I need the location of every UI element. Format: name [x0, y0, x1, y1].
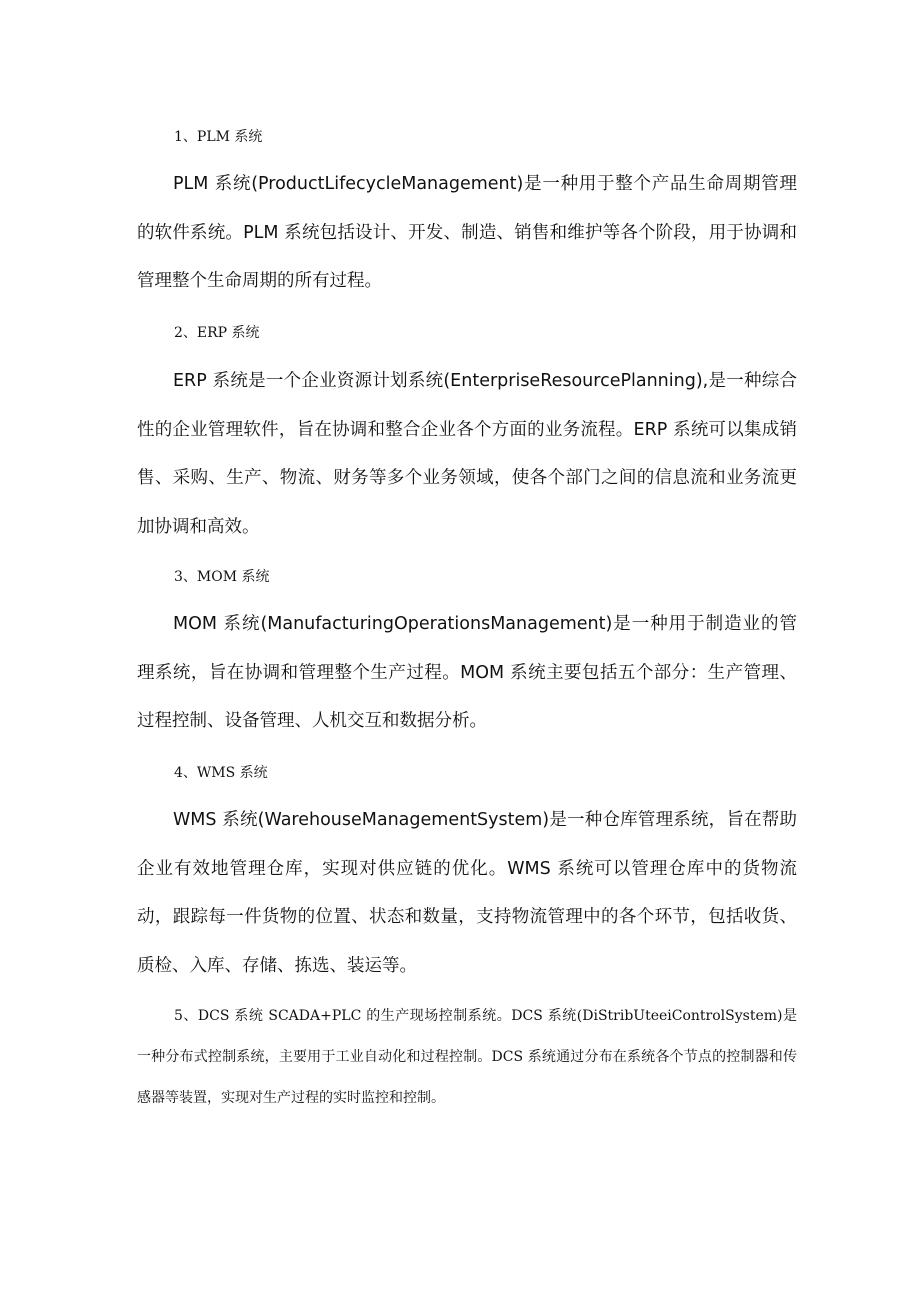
section-heading-plm: 1、PLM 系统	[174, 129, 263, 145]
section-heading-mom: 3、MOM 系统	[174, 569, 270, 585]
section-body-erp: ERP 系统是一个企业资源计划系统(EnterpriseResourcePlanning),是一种综合性的企业管理软件，旨在协调和整合企业各个方面的业务流程。ERP 系统可以集成销售、采购、生产、物流、财务等多个业务领域，使各个部门之间的信息流和业务流更加协调和高效。	[137, 371, 797, 537]
section-heading-erp: 2、ERP 系统	[174, 325, 260, 341]
section-heading-wms: 4、WMS 系统	[174, 765, 268, 781]
section-body-dcs: 5、DCS 系统 SCADA+PLC 的生产现场控制系统。DCS 系统(DiStribUteeiControlSystem)是一种分布式控制系统，主要用于工业自动化和过程控制。DCS 系统通过分布在系统各个节点的控制器和传感器等装置，实现对生产过程的实时监控和控制。	[137, 1008, 797, 1106]
section-body-mom: MOM 系统(ManufacturingOperationsManagement)是一种用于制造业的管理系统，旨在协调和管理整个生产过程。MOM 系统主要包括五个部分：生产管理、过程控制、设备管理、人机交互和数据分析。	[137, 614, 797, 731]
section-body-wms: WMS 系统(WarehouseManagementSystem)是一种仓库管理系统，旨在帮助企业有效地管理仓库，实现对供应链的优化。WMS 系统可以管理仓库中的货物流动，跟踪每一件货物的位置、状态和数量，支持物流管理中的各个环节，包括收货、质检、入库、存储、拣选、装运等。	[137, 810, 797, 976]
section-body-plm: PLM 系统(ProductLifecycleManagement)是一种用于整个产品生命周期管理的软件系统。PLM 系统包括设计、开发、制造、销售和维护等各个阶段，用于协调和管理整个生命周期的所有过程。	[137, 174, 797, 291]
